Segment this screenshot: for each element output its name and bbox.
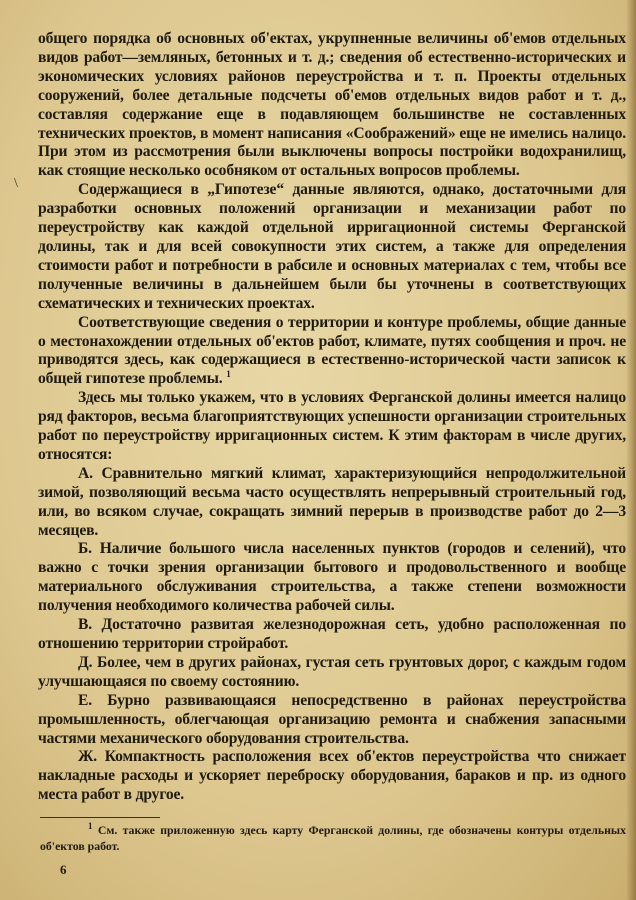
list-item: Е. Бурно развивающаяся непосредственно в районах переустройства промышленность, облегчающая организацию ремонта и снабжения запасными частями механического оборудования строительства.	[38, 691, 626, 747]
list-item: В. Достаточно развитая железнодорожная сеть, удобно расположенная по отношению территории стройработ.	[38, 616, 626, 652]
page-number: 6	[60, 862, 67, 877]
paragraph: Содержащиеся в „Гипотезе“ данные являются, однако, достаточными для разработки основных положений организации и механизации работ по переустройству как каждой отдельной ирригационной системы Ферганской долины, так и для всей совокупности этих систем, а также для определения стоимости работ и потребности в рабсиле и основных материалах с тем, чтобы все полученные величины в дальнейшем были бы уточнены в соответствующих схематических и технических проектах.	[38, 181, 626, 312]
main-text	[38, 30, 626, 805]
footnote-reference[interactable]: 1	[226, 369, 231, 380]
footnote-text: См. также приложенную здесь карту Ферганской долины, где обозначены контуры отдельных об'ектов работ.	[40, 823, 626, 853]
list-item: Д. Более, чем в других районах, густая сеть грунтовых дорог, с каждым годом улучшающаяся по своему состоянию.	[38, 653, 626, 690]
paragraph: Здесь мы только укажем, что в условиях Ферганской долины имеется налицо ряд факторов, весьма благоприятствующих успешности организации строительных работ по переустройству ирригационных систем. К этим факторам в числе других, относятся:	[38, 389, 626, 463]
footnote	[40, 822, 626, 854]
paragraph: Соответствующие сведения о территории и контуре проблемы, общие данные о местонахождении отдельных об'ектов работ, климате, путях сообщения и проч. не приводятся здесь, как содержащиеся в естественно-исторической части записок к общей гипотезе проблемы. $^1$	[38, 313, 626, 388]
page-edge-shadow	[626, 0, 636, 900]
margin-pencil-mark: \	[14, 176, 18, 191]
footnote-divider	[40, 817, 160, 818]
list-item: Б. Наличие большого числа населенных пунктов (городов и селений), что важно с точки зрения организации бытового и продовольственного и вообще материального обслуживания строительства, а также степени возможности получения необходимого количества рабочей силы.	[38, 540, 626, 615]
footnote-marker: 1	[88, 821, 93, 832]
list-item: Ж. Компактность расположения всех об'ектов переустройства что снижает накладные расходы и ускоряет переброску оборудования, бараков и пр. из одного места работ в другое.	[38, 748, 626, 804]
paragraph: общего порядка об основных об'ектах, укрупненные величины об'емов отдельных видов работ—земляных, бетонных и т. д.; сведения об естественно-исторических и экономических условиях районов переустройства и т. п. Проекты отдельных сооружений, более детальные подсчеты об'емов отдельных видов работ и т. д., составляя содержание еще в подавляющем большинстве не составленных технических проектов, в момент написания «Соображений» еще не имелись налицо. При этом из рассмотрения были выключены вопросы постройки водохранилищ, как стоящие несколько особняком от остальных вопросов проблемы.	[38, 30, 626, 180]
list-item: А. Сравнительно мягкий климат, характеризующийся непродолжительной зимой, позволяющий весьма часто осуществлять непрерывный строительный год, или, во всяком случае, сокращать зимний перерыв в производстве работ до 2—3 месяцев.	[38, 464, 626, 539]
